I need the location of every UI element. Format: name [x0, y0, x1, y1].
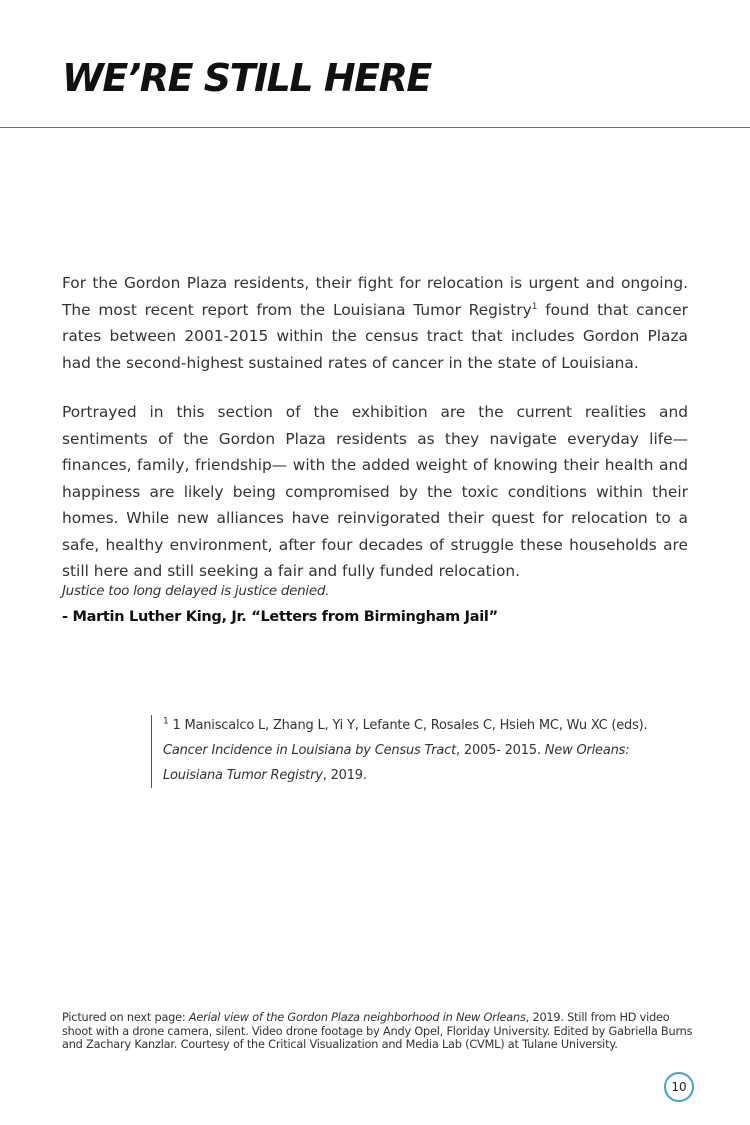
body-paragraph-2: Portrayed in this section of the exhibition are the current realities and sentiments of the Gordon Plaza residents as they navigate everyday life—finances, family, friendship— with the added weight of knowing their health and happiness are likely being compromised by the toxic conditions within their homes. While new alliances have reinvigorated their quest for relocation to a safe, healthy environment, after four decades of struggle these households are still here and still seeking a fair and fully funded relocation. — [62, 403, 688, 580]
footnote-years: , 2005- 2015. — [456, 743, 545, 758]
page-number: 10 — [671, 1080, 687, 1094]
caption-prefix: Pictured on next page: — [62, 1011, 189, 1024]
title-divider — [0, 127, 750, 128]
caption-credits: , 2019. Still from HD video shoot with a drone camera, silent. Video drone footage by Andy Opel, Floriday University. Edited by Gabriella Burns and Zachary Kanzlar. Courtesy of the Critical Visualization and Media Lab (CVML) at Tulane University. — [62, 1011, 693, 1051]
page-title: WE’RE STILL HERE — [62, 56, 431, 100]
footnote-authors: 1 Maniscalco L, Zhang L, Yi Y, Lefante C, Rosales C, Hsieh MC, Wu XC (eds). — [168, 718, 648, 733]
caption-title: Aerial view of the Gordon Plaza neighborhood in New Orleans — [188, 1011, 526, 1024]
footnote — [163, 713, 687, 788]
pull-quote: Justice too long delayed is justice denied. — [62, 583, 330, 599]
footnote-publisher: New Orleans: Louisiana Tumor Registry — [163, 743, 630, 783]
footnote-reference[interactable]: 1 — [531, 301, 538, 312]
footnote-marker: 1 — [163, 716, 169, 727]
paragraph-1-text-a: For the Gordon Plaza residents, their fight for relocation is urgent and ongoing. The most recent report from the Louisiana Tumor Registry — [62, 274, 688, 319]
quote-attribution: - Martin Luther King, Jr. “Letters from Birmingham Jail” — [62, 609, 498, 625]
paragraph-1-text-b: found that cancer rates between 2001-2015 within the census tract that includes Gordon Plaza had the second-highest sustained rates of cancer in the state of Louisiana. — [62, 300, 689, 372]
footnote-year: , 2019. — [322, 768, 367, 783]
image-caption — [62, 1011, 702, 1052]
body-paragraph-1 — [62, 270, 688, 376]
page-number-badge — [664, 1072, 694, 1102]
footnote-title: Cancer Incidence in Louisiana by Census Tract — [163, 743, 457, 758]
footnote-divider — [151, 715, 152, 788]
